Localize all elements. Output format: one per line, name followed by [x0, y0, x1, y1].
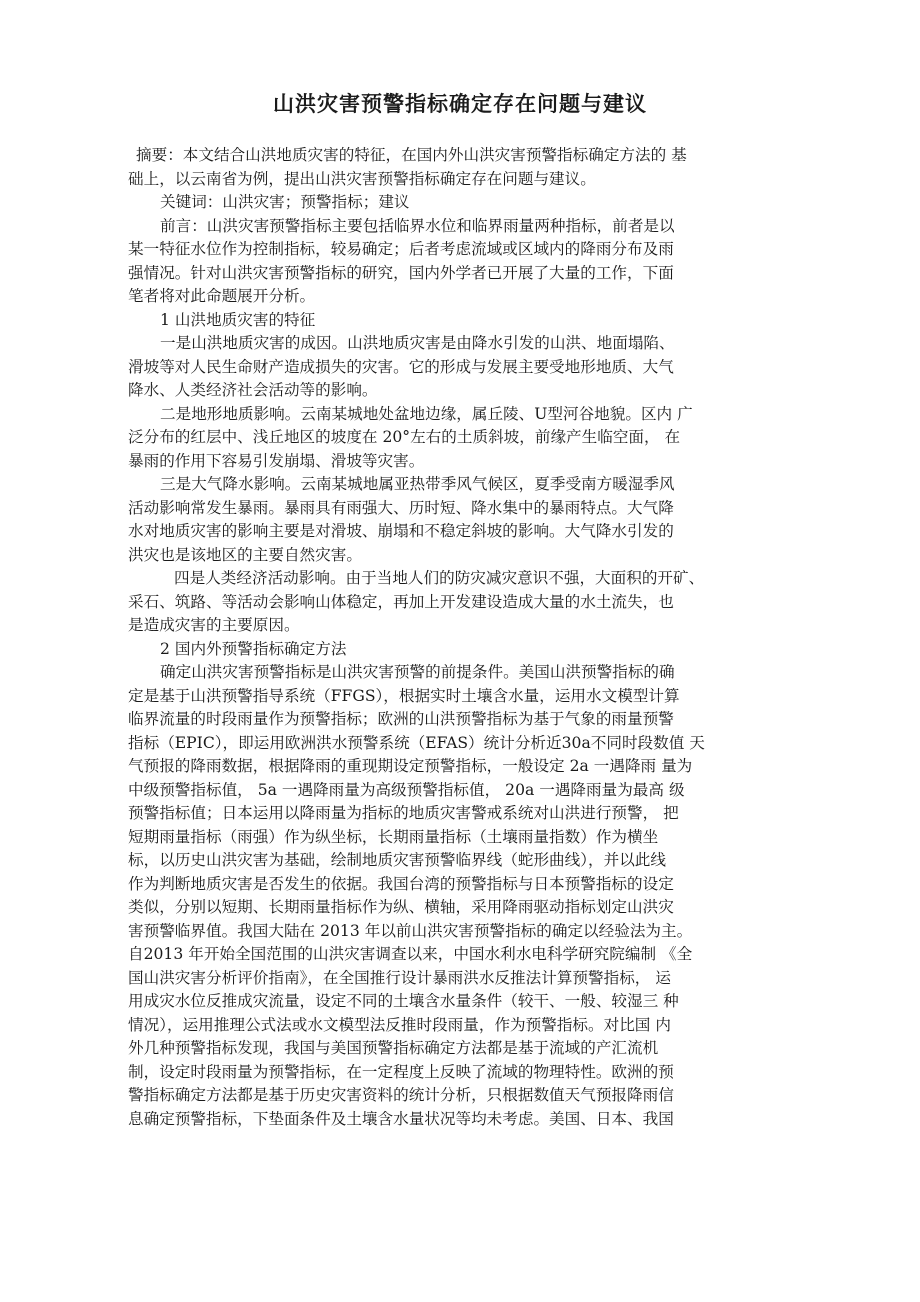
paragraph-line: 三是大气降水影响。云南某城地属亚热带季风气候区，夏季受南方暖湿季风 — [160, 475, 675, 493]
paragraph-line: 中级预警指标值， 5a 一遇降雨量为高级预警指标值， 20a 一遇降雨量为最高 级 — [128, 780, 685, 799]
paragraph-line: 用成灾水位反推成灾流量，设定不同的土壤含水量条件（较干、一般、较湿三 种 — [128, 992, 679, 1010]
paragraph-line: 一是山洪地质灾害的成因。山洪地质灾害是由降水引发的山洪、地面塌陷、 — [160, 334, 675, 352]
paragraph-line: 短期雨量指标（雨强）作为纵坐标，长期雨量指标（土壤雨量指数）作为横坐 — [128, 827, 659, 846]
paragraph-line: 活动影响常发生暴雨。暴雨具有雨强大、历时短、降水集中的暴雨特点。大气降 — [128, 498, 674, 517]
paragraph-line: 确定山洪灾害预警指标是山洪灾害预警的前提条件。美国山洪预警指标的确 — [160, 663, 675, 681]
paragraph-line: 作为判断地质灾害是否发生的依据。我国台湾的预警指标与日本预警指标的设定 — [128, 874, 674, 893]
section-heading-2: 2 国内外预警指标确定方法 — [160, 639, 347, 658]
paragraph-line: 制，设定时段雨量为预警指标，在一定程度上反映了流域的物理特性。欧洲的预 — [128, 1062, 674, 1081]
preface-line: 强情况。针对山洪灾害预警指标的研究，国内外学者已开展了大量的工作，下面 — [128, 263, 674, 282]
paragraph-line: 滑坡等对人民生命财产造成损失的灾害。它的形成与发展主要受地形地质、大气 — [128, 357, 674, 376]
paragraph-line: 暴雨的作用下容易引发崩塌、滑坡等灾害。 — [128, 451, 425, 470]
abstract-line: 摘要：本文结合山洪地质灾害的特征，在国内外山洪灾害预警指标确定方法的 基 — [136, 146, 687, 164]
preface-line: 前言：山洪灾害预警指标主要包括临界水位和临界雨量两种指标，前者是以 — [160, 216, 675, 235]
paragraph-line: 降水、人类经济社会活动等的影响。 — [128, 381, 378, 399]
paragraph-line: 四是人类经济活动影响。由于当地人们的防灾减灾意识不强，大面积的开矿、 — [174, 569, 705, 587]
paragraph-line: 水对地质灾害的影响主要是对滑坡、崩塌和不稳定斜坡的影响。大气降水引发的 — [128, 522, 674, 540]
preface-line: 某一特征水位作为控制指标，较易确定；后者考虑流域或区域内的降雨分布及雨 — [128, 240, 674, 258]
paragraph-line: 标，以历史山洪灾害为基础，绘制地质灾害预警临界线（蛇形曲线），并以此线 — [128, 851, 666, 869]
paragraph-line: 预警指标值；日本运用以降雨量为指标的地质灾害警戒系统对山洪进行预警， 把 — [128, 804, 679, 822]
section-heading-1: 1 山洪地质灾害的特征 — [160, 310, 316, 329]
paragraph-line — [128, 1131, 800, 1155]
paragraph-line: 外几种预警指标发现，我国与美国预警指标确定方法都是基于流域的产汇流机 — [128, 1039, 659, 1057]
paragraph-line — [128, 1155, 800, 1179]
document-title: 山洪灾害预警指标确定存在问题与建议 — [273, 92, 647, 116]
keywords-line: 关键词：山洪灾害；预警指标；建议 — [160, 193, 410, 211]
paragraph-line: 情况），运用推理公式法或水文模型法反推时段雨量，作为预警指标。对比国 内 — [128, 1015, 671, 1034]
paragraph-line: 警指标确定方法都是基于历史灾害资料的统计分析，只根据数值天气预报降雨信 — [128, 1086, 674, 1104]
paragraph-line: 洪灾也是该地区的主要自然灾害。 — [128, 545, 362, 564]
paragraph-line: 是造成灾害的主要原因。 — [128, 616, 300, 634]
paragraph-line: 泛分布的红层中、浅丘地区的坡度在 20°左右的土质斜坡，前缘产生临空面， 在 — [128, 428, 681, 446]
paragraph-line: 国山洪灾害分析评价指南》，在全国推行设计暴雨洪水反推法计算预警指标， 运 — [128, 968, 671, 987]
paragraph-line: 指标（EPIC），即运用欧洲洪水预警系统（EFAS）统计分析近30a不同时段数值 天 — [128, 733, 705, 752]
paragraph-line: 害预警临界值。我国大陆在 2013 年以前山洪灾害预警指标的确定以经验法为主。 — [128, 921, 693, 940]
paragraph-line: 类似，分别以短期、长期雨量指标作为纵、横轴，采用降雨驱动指标划定山洪灾 — [128, 898, 674, 916]
paragraph-line: 定是基于山洪预警指导系统（FFGS），根据实时土壤含水量，运用水文模型计算 — [128, 686, 680, 705]
paragraph-line: 二是地形地质影响。云南某城地处盆地边缘，属丘陵、U型河谷地貌。区内 广 — [160, 404, 693, 423]
paragraph-line: 气预报的降雨数据，根据降雨的重现期设定预警指标，一般设定 2a 一遇降雨 量为 — [128, 757, 693, 775]
paragraph-line: 自2013 年开始全国范围的山洪灾害调查以来，中国水利水电科学研究院编制 《全 — [128, 945, 693, 963]
preface-line: 笔者将对此命题展开分析。 — [128, 287, 316, 305]
paragraph-line: 临界流量的时段雨量作为预警指标；欧洲的山洪预警指标为基于气象的雨量预警 — [128, 710, 674, 728]
paragraph-line: 息确定预警指标，下垫面条件及土壤含水量状况等均未考虑。美国、日本、我国 — [128, 1109, 674, 1128]
paragraph-line: 采石、筑路、等活动会影响山体稳定，再加上开发建设造成大量的水土流失，也 — [128, 592, 674, 611]
document-body — [128, 144, 800, 1178]
abstract-line: 础上，以云南省为例，提出山洪灾害预警指标确定存在问题与建议。 — [128, 169, 596, 188]
